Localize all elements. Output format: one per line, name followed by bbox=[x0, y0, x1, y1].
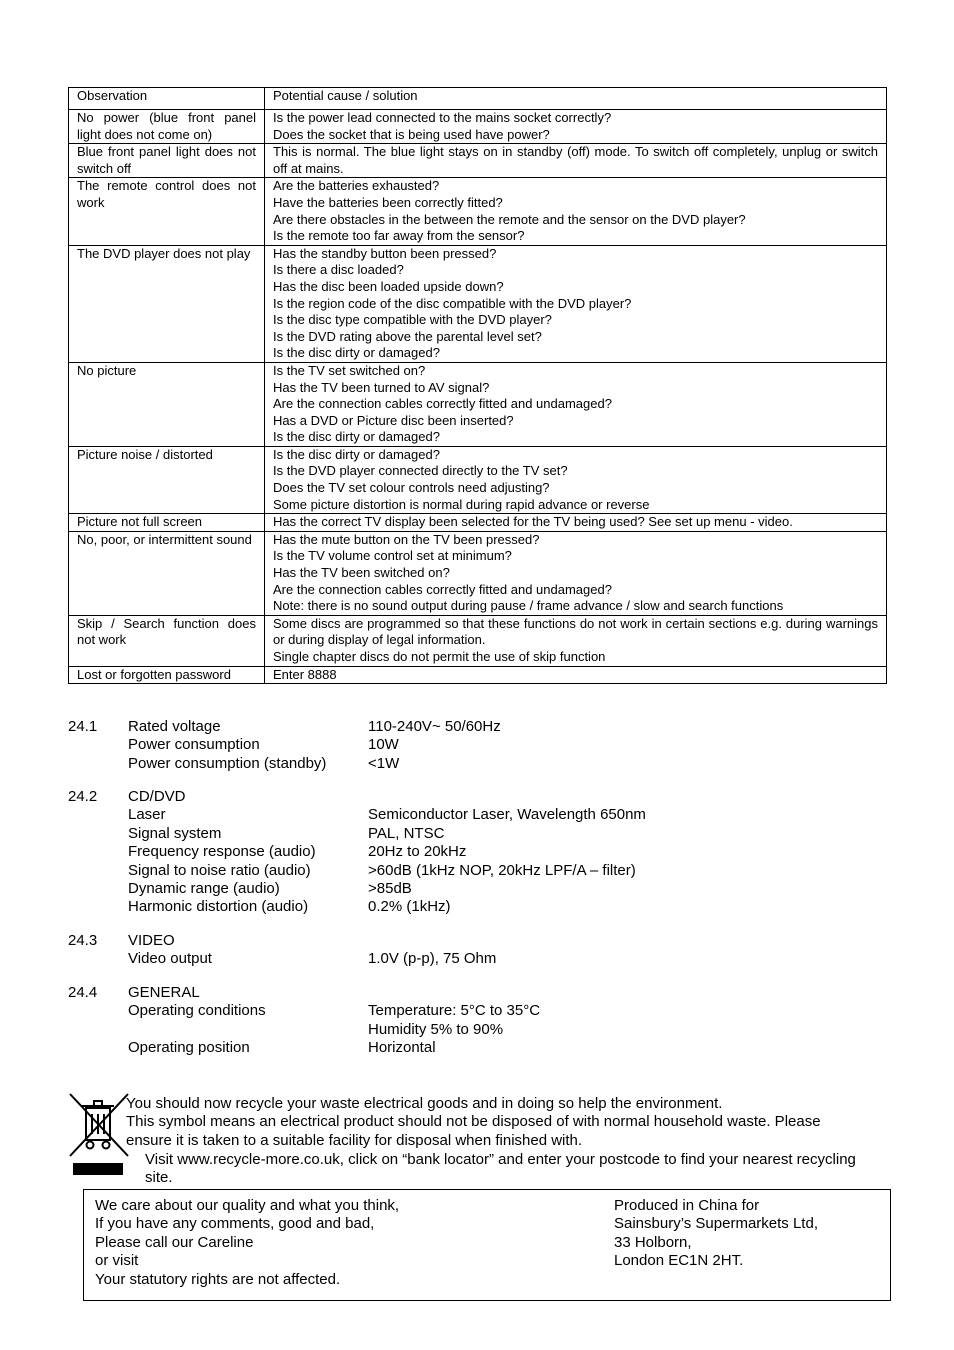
spec-label: Video output bbox=[128, 950, 212, 968]
spec-section bbox=[68, 932, 888, 969]
table-row bbox=[69, 362, 887, 446]
observation-cell: Picture not full screen bbox=[69, 514, 265, 532]
observation-cell: The remote control does not work bbox=[69, 178, 265, 245]
observation-cell: Blue front panel light does not switch off bbox=[69, 144, 265, 178]
careline-line: or visit bbox=[95, 1252, 139, 1270]
spec-value: 110-240V~ 50/60Hz bbox=[368, 718, 501, 735]
table-header-row bbox=[69, 88, 887, 110]
solution-line: Are the connection cables correctly fitted and undamaged? bbox=[273, 581, 612, 597]
solution-line: Is the region code of the disc compatible with the DVD player? bbox=[273, 295, 632, 311]
spec-section bbox=[68, 718, 888, 773]
spec-section-number: 24.3 bbox=[68, 932, 98, 949]
spec-label: Signal system bbox=[128, 824, 222, 842]
solution-line: This is normal. The blue light stays on in standby (off) mode. To switch off completely, unplug or switch off at mains. bbox=[273, 144, 878, 176]
spec-label: Rated voltage bbox=[128, 718, 221, 735]
spec-value: >60dB (1kHz NOP, 20kHz LPF/A – filter) bbox=[368, 861, 636, 879]
table-row bbox=[69, 514, 887, 532]
careline-right bbox=[614, 1197, 818, 1271]
spec-row bbox=[68, 736, 888, 754]
table-row bbox=[69, 615, 887, 666]
table-row bbox=[69, 245, 887, 362]
recycle-line: You should now recycle your waste electrical goods and in doing so help the environment. bbox=[126, 1095, 723, 1112]
careline-line: We care about our quality and what you think, bbox=[95, 1197, 400, 1214]
solution-line: Is the disc type compatible with the DVD player? bbox=[273, 312, 552, 328]
spec-label: Dynamic range (audio) bbox=[128, 879, 280, 897]
spec-label: Power consumption (standby) bbox=[128, 754, 327, 772]
observation-cell: No power (blue front panel light does not come on) bbox=[69, 110, 265, 144]
solution-line: Some picture distortion is normal during rapid advance or reverse bbox=[273, 496, 650, 512]
crossed-out-wheelie-bin-icon bbox=[68, 1092, 130, 1158]
careline-line: If you have any comments, good and bad, bbox=[95, 1215, 375, 1233]
spec-section-number: 24.1 bbox=[68, 718, 98, 735]
spec-row bbox=[68, 950, 888, 968]
spec-label: Operating position bbox=[128, 1039, 250, 1057]
spec-label: Harmonic distortion (audio) bbox=[128, 898, 309, 916]
spec-value: PAL, NTSC bbox=[368, 824, 445, 842]
producer-line: London EC1N 2HT. bbox=[614, 1252, 744, 1270]
troubleshooting-table bbox=[68, 87, 887, 684]
spec-row bbox=[68, 788, 888, 806]
spec-row bbox=[68, 898, 888, 916]
producer-line: Sainsbury’s Supermarkets Ltd, bbox=[614, 1215, 818, 1233]
careline-line: Your statutory rights are not affected. bbox=[95, 1270, 341, 1288]
observation-cell: Skip / Search function does not work bbox=[69, 615, 265, 666]
solution-line: Are there obstacles in the between the remote and the sensor on the DVD player? bbox=[273, 211, 746, 227]
spec-label: Power consumption bbox=[128, 736, 260, 754]
solution-line: Does the socket that is being used have power? bbox=[273, 126, 550, 142]
solution-cell bbox=[265, 144, 887, 178]
solution-line: Are the batteries exhausted? bbox=[273, 178, 440, 194]
spec-value: Temperature: 5°C to 35°C bbox=[368, 1002, 541, 1020]
spec-label: CD/DVD bbox=[128, 788, 186, 805]
spec-section bbox=[68, 984, 888, 1058]
spec-value: Horizontal bbox=[368, 1039, 436, 1057]
solution-cell bbox=[265, 245, 887, 362]
solution-line: Single chapter discs do not permit the use of skip function bbox=[273, 649, 606, 664]
spec-value: <1W bbox=[368, 754, 400, 772]
table-row bbox=[69, 446, 887, 513]
solution-line: Note: there is no sound output during pause / frame advance / slow and search functions bbox=[273, 598, 784, 614]
recycle-line: ensure it is taken to a suitable facility for disposal when finished with. bbox=[126, 1131, 583, 1149]
spec-row bbox=[68, 825, 888, 843]
table-row bbox=[69, 144, 887, 178]
observation-cell: Picture noise / distorted bbox=[69, 446, 265, 513]
spec-row bbox=[68, 718, 888, 736]
solution-line: Has the TV been turned to AV signal? bbox=[273, 379, 490, 395]
careline-left bbox=[95, 1197, 399, 1289]
table-row bbox=[69, 178, 887, 245]
table-row bbox=[69, 110, 887, 144]
solution-cell bbox=[265, 110, 887, 144]
spec-row bbox=[68, 806, 888, 824]
spec-value: 20Hz to 20kHz bbox=[368, 843, 467, 861]
spec-row bbox=[68, 880, 888, 898]
spec-label: Signal to noise ratio (audio) bbox=[128, 861, 311, 879]
solution-cell bbox=[265, 531, 887, 615]
careline-box bbox=[83, 1189, 891, 1301]
spec-row bbox=[68, 843, 888, 861]
producer-line: Produced in China for bbox=[614, 1197, 760, 1214]
spec-label: GENERAL bbox=[128, 984, 200, 1001]
observation-cell: No picture bbox=[69, 362, 265, 446]
solution-line: Some discs are programmed so that these functions do not work in certain sections e.g. during warnings or during display of legal information. bbox=[273, 615, 878, 648]
spec-section bbox=[68, 788, 888, 917]
recycle-bar bbox=[73, 1163, 123, 1175]
solution-line: Has the mute button on the TV been pressed? bbox=[273, 531, 540, 547]
spec-row bbox=[68, 1002, 888, 1020]
solution-line: Has the correct TV display been selected for the TV being used? See set up menu - video. bbox=[273, 514, 793, 530]
spec-row bbox=[68, 1021, 888, 1039]
table-row bbox=[69, 666, 887, 684]
solution-line: Is there a disc loaded? bbox=[273, 262, 404, 278]
solution-cell bbox=[265, 362, 887, 446]
solution-line: Has the disc been loaded upside down? bbox=[273, 278, 504, 294]
observation-cell: Lost or forgotten password bbox=[69, 666, 265, 684]
solution-cell bbox=[265, 514, 887, 532]
solution-cell bbox=[265, 615, 887, 666]
solution-line: Is the TV volume control set at minimum? bbox=[273, 548, 512, 564]
spec-label: Laser bbox=[128, 806, 166, 824]
spec-row bbox=[68, 932, 888, 950]
spec-section-number: 24.2 bbox=[68, 788, 98, 805]
spec-value: 1.0V (p-p), 75 Ohm bbox=[368, 950, 497, 968]
spec-value: >85dB bbox=[368, 879, 412, 897]
observation-header: Observation bbox=[69, 88, 265, 110]
solution-line: Is the disc dirty or damaged? bbox=[273, 429, 440, 445]
spec-row bbox=[68, 1039, 888, 1057]
spec-value: 10W bbox=[368, 736, 399, 754]
solution-line: Enter 8888 bbox=[273, 666, 337, 682]
solution-line: Is the remote too far away from the sensor? bbox=[273, 228, 525, 244]
spec-label: VIDEO bbox=[128, 932, 175, 949]
recycle-line: This symbol means an electrical product should not be disposed of with normal household waste. Please bbox=[126, 1113, 821, 1131]
producer-line: 33 Holborn, bbox=[614, 1233, 692, 1251]
spec-value: Semiconductor Laser, Wavelength 650nm bbox=[368, 806, 646, 824]
solution-line: Are the connection cables correctly fitted and undamaged? bbox=[273, 396, 612, 412]
observation-cell: The DVD player does not play bbox=[69, 245, 265, 362]
observation-cell: No, poor, or intermittent sound bbox=[69, 531, 265, 615]
spec-row bbox=[68, 984, 888, 1002]
spec-section-number: 24.4 bbox=[68, 984, 98, 1001]
spec-value: Humidity 5% to 90% bbox=[368, 1020, 504, 1038]
spec-label: Frequency response (audio) bbox=[128, 843, 316, 861]
solution-cell bbox=[265, 446, 887, 513]
spec-row bbox=[68, 862, 888, 880]
solution-line: Have the batteries been correctly fitted? bbox=[273, 194, 503, 210]
careline-line: Please call our Careline bbox=[95, 1233, 254, 1251]
spec-label: Operating conditions bbox=[128, 1002, 266, 1020]
solution-line: Is the TV set switched on? bbox=[273, 362, 426, 378]
solution-cell bbox=[265, 666, 887, 684]
recycle-visit: Visit www.recycle-more.co.uk, click on “bank locator” and enter your postcode to find your nearest recycling site. bbox=[145, 1151, 856, 1187]
solution-line: Is the DVD rating above the parental level set? bbox=[273, 328, 542, 344]
recycle-notice bbox=[126, 1095, 891, 1150]
solution-line: Is the DVD player connected directly to the TV set? bbox=[273, 463, 568, 479]
solution-line: Is the power lead connected to the mains socket correctly? bbox=[273, 110, 612, 125]
table-row bbox=[69, 531, 887, 615]
solution-cell bbox=[265, 178, 887, 245]
solution-line: Does the TV set colour controls need adjusting? bbox=[273, 480, 550, 496]
solution-line: Has the standby button been pressed? bbox=[273, 245, 497, 261]
spec-row bbox=[68, 755, 888, 773]
solution-line: Is the disc dirty or damaged? bbox=[273, 446, 440, 462]
solution-line: Has the TV been switched on? bbox=[273, 565, 450, 581]
solution-line: Has a DVD or Picture disc been inserted? bbox=[273, 412, 514, 428]
solution-header: Potential cause / solution bbox=[265, 88, 887, 110]
spec-value: 0.2% (1kHz) bbox=[368, 898, 451, 916]
solution-line: Is the disc dirty or damaged? bbox=[273, 345, 440, 361]
